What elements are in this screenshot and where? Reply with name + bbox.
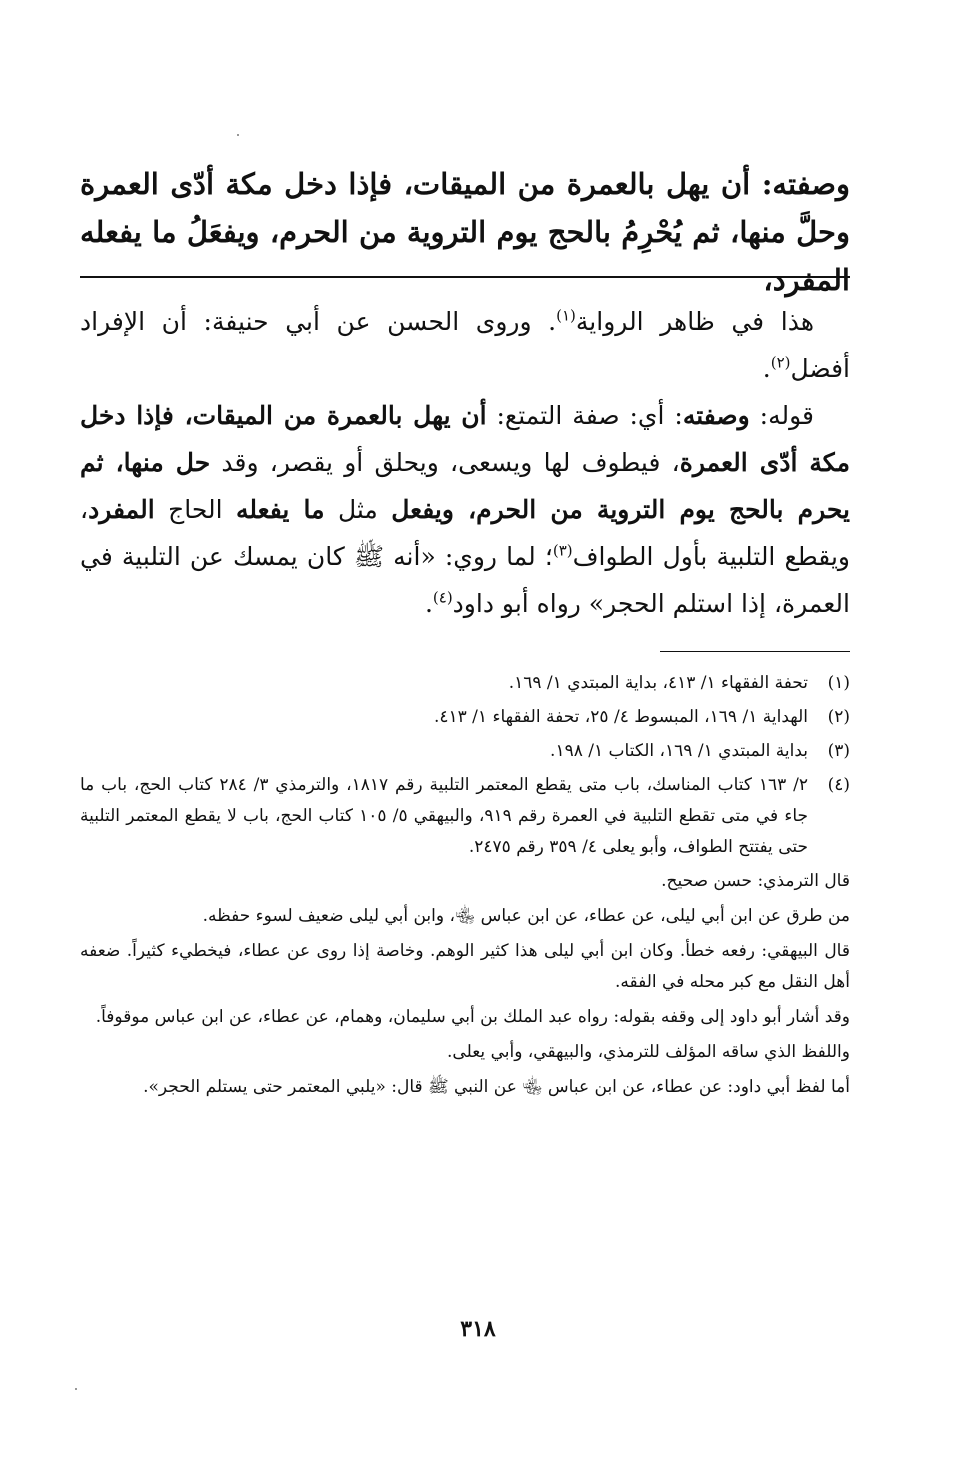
commentary-paragraph-2: قوله: وصفته: أي: صفة التمتع: أن يهل بالعمرة من الميقات، فإذا دخل مكة أدّى العمرة، فيطوف لها ويسعى، ويحلق أو يقصر، وقد حل منها، ثم يحرم بالحج يوم التروية من الحرم، ويفعل مثل ما يفعله الحاج المفرد، ويقطع التلبية بأول الطواف$^{(٣)}$؛ لما روي: «أنه ﷺ كان يمسك عن التلبية في العمرة، إذا استلم الحجر» رواه أبو داود$^{(٤)}$. xyxy=(80,401,851,618)
footnote-ref-3[interactable]: (٣) xyxy=(552,541,573,560)
scan-speck xyxy=(237,134,239,136)
footnote-ref-1[interactable]: (١) xyxy=(556,306,576,325)
footnote-number: (١) xyxy=(827,673,850,693)
footnote-remark: قال البيهقي: رفعه خطأ. وكان ابن أبي ليلى هذا كثير الوهم. وخاصة إذا روى عن عطاء، فيخطيء كثيراً. ضعفه أهل النقل مع كبر محله في الفقه. xyxy=(80,941,850,992)
footnote-remark: واللفظ الذي ساقه المؤلف للترمذي، والبيهقي، وأبي يعلى. xyxy=(447,1042,850,1062)
footnote-divider xyxy=(660,651,850,652)
footnote-remark: وقد أشار أبو داود إلى وقفه بقوله: رواه عبد الملك بن أبي سليمان، وهمام، عن عطاء، عن ابن عباس موقوفاً. xyxy=(95,1007,850,1027)
matn-divider xyxy=(80,276,850,278)
footnote-text: الهداية ١/ ١٦٩، المبسوط ٤/ ٢٥، تحفة الفقهاء ١/ ٤١٣. xyxy=(433,707,808,727)
commentary xyxy=(80,298,850,627)
footnote-item xyxy=(80,668,850,699)
matn-text: وصفته: أن يهل بالعمرة من الميقات، فإذا دخل مكة أدّى العمرة وحلَّ منها، ثم يُحْرِمُ بالحج يوم التروية من الحرم، ويفعَلُ ما يفعله المفرد، xyxy=(80,167,850,297)
footnotes xyxy=(80,668,850,1107)
footnote-item xyxy=(80,736,850,767)
footnote-item xyxy=(80,702,850,733)
footnote-item xyxy=(80,770,850,863)
page-number: ٣١٨ xyxy=(460,1316,496,1342)
footnote-remark: من طرق عن ابن أبي ليلى، عن عطاء، عن ابن عباس ﵄، وابن أبي ليلى ضعيف لسوء حفظه. xyxy=(202,906,850,926)
footnote-ref-4[interactable]: (٤) xyxy=(432,588,453,607)
footnote-text: ٢/ ١٦٣ كتاب المناسك، باب متى يقطع المعتمر التلبية رقم ١٨١٧، والترمذي ٣/ ٢٨٤ كتاب الحج، باب ما جاء في متى تقطع التلبية في العمرة رقم ٩١٩، والبيهقي ٥/ ١٠٥ كتاب الحج، باب لا يقطع المعتمر التلبية حتى يفتتح الطواف، وأبو يعلى ٤/ ٣٥٩ رقم ٢٤٧٥. xyxy=(80,775,809,857)
commentary-paragraph-1: هذا في ظاهر الرواية$^{(١)}$. وروى الحسن عن أبي حنيفة: أن الإفراد أفضل$^{(٢)}$. xyxy=(80,306,850,383)
footnote-text: بداية المبتدي ١/ ١٦٩، الكتاب ١/ ١٩٨. xyxy=(550,741,808,761)
footnote-remark: أما لفظ أبي داود: عن عطاء، عن ابن عباس ﵄ عن النبي ﷺ قال: «يلبي المعتمر حتى يستلم الحجر». xyxy=(143,1077,850,1097)
footnote-text: تحفة الفقهاء ١/ ٤١٣، بداية المبتدي ١/ ١٦٩. xyxy=(508,673,808,693)
footnote-number: (٣) xyxy=(827,741,850,761)
scan-speck xyxy=(75,1388,77,1390)
footnote-ref-2[interactable]: (٢) xyxy=(770,353,791,372)
footnote-number: (٢) xyxy=(827,707,850,727)
footnote-remark: قال الترمذي: حسن صحيح. xyxy=(661,871,850,891)
footnote-number: (٤) xyxy=(827,775,850,795)
